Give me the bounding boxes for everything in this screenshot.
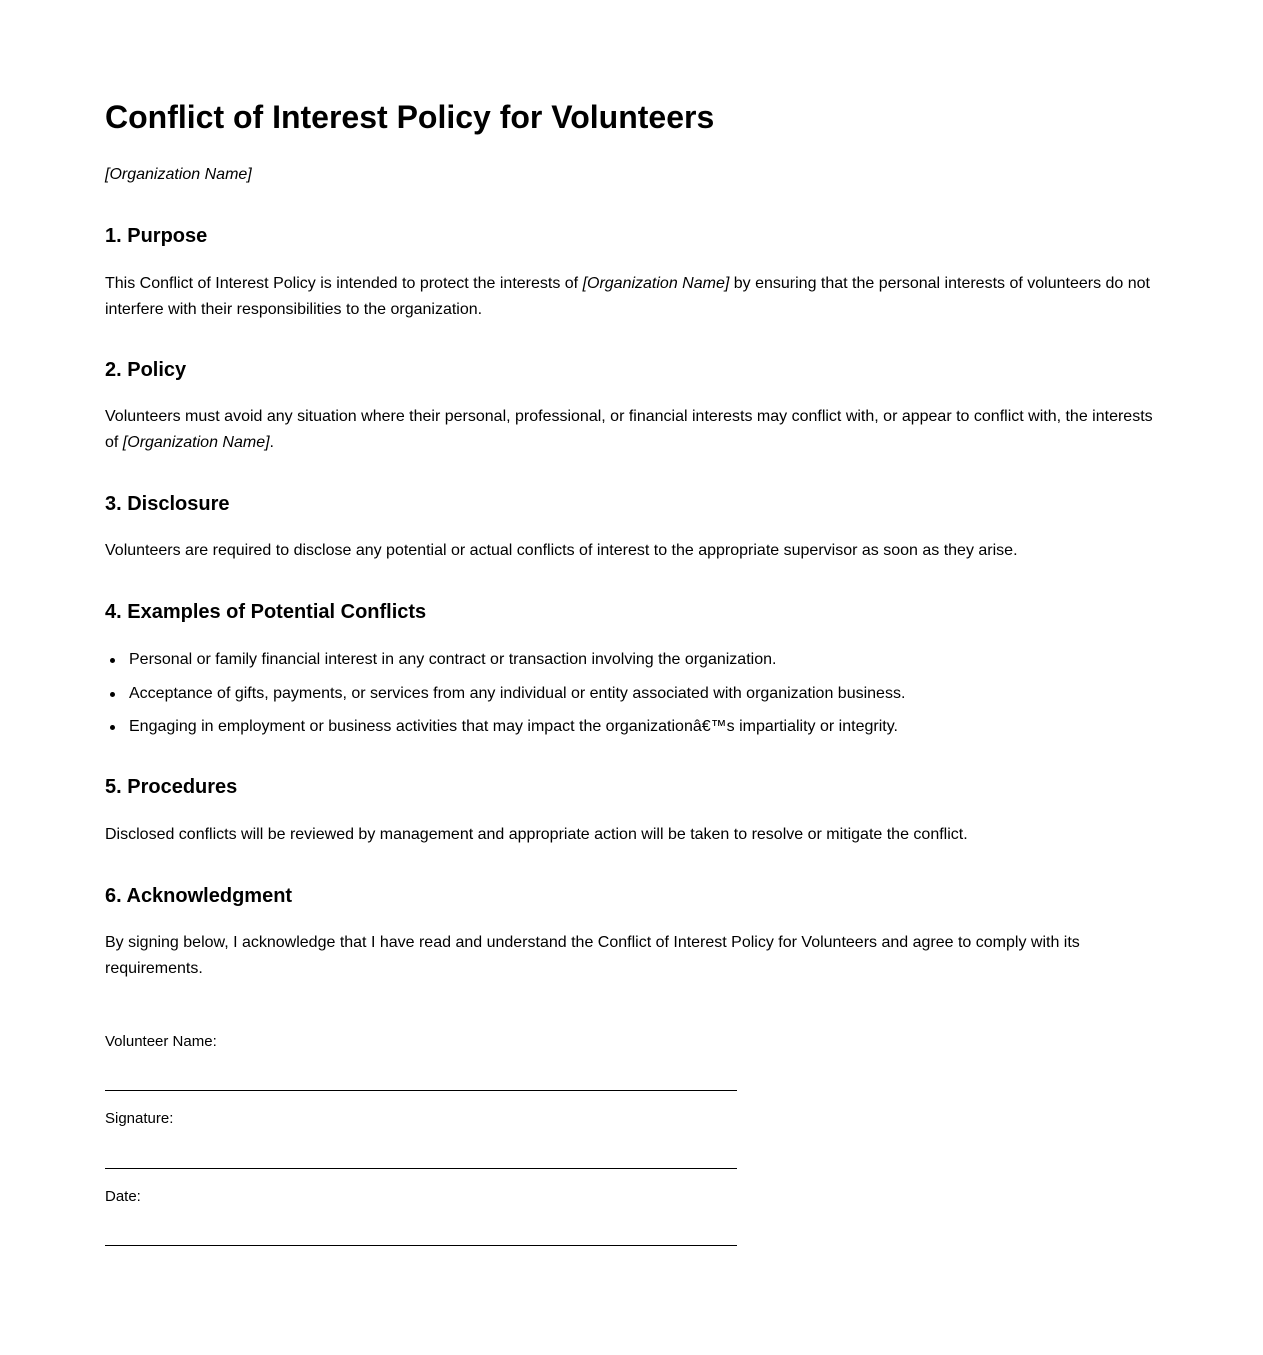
date-label: Date:	[105, 1188, 141, 1205]
list-item-text: Acceptance of gifts, payments, or services from any individual or entity associated with organization business.	[129, 684, 906, 702]
bullet-icon	[110, 725, 115, 730]
section-heading-purpose: 1. Purpose	[105, 225, 208, 247]
bullet-icon	[110, 658, 115, 663]
section-body-procedures: Disclosed conflicts will be reviewed by management and appropriate action will be taken to resolve or mitigate the conflict.	[105, 826, 968, 843]
organization-name-placeholder: [Organization Name]	[105, 166, 252, 183]
body-text: This Conflict of Interest Policy is intended to protect the interests of	[105, 275, 583, 292]
volunteer-name-label: Volunteer Name:	[105, 1033, 217, 1050]
list-item	[129, 682, 1157, 706]
section-body-policy	[105, 404, 1157, 456]
signature-label: Signature:	[105, 1110, 174, 1127]
list-item-text: Personal or family financial interest in any contract or transaction involving the organization.	[129, 651, 777, 668]
section-heading-policy: 2. Policy	[105, 359, 187, 381]
organization-name-inline: [Organization Name]	[582, 275, 730, 292]
bullet-icon	[110, 692, 115, 697]
list-item-text: Engaging in employment or business activities that may impact the organizationâ€™s impartiality or integrity.	[129, 718, 898, 735]
organization-name-inline: [Organization Name]	[122, 434, 270, 451]
body-text: by ensuring that the personal interests of volunteers do not interfere with their responsibilities to the organization.	[105, 275, 1150, 318]
section-heading-acknowledgment: 6. Acknowledgment	[105, 885, 293, 907]
list-item	[129, 648, 1157, 672]
date-field[interactable]	[105, 1245, 737, 1246]
document-title: Conflict of Interest Policy for Volunteers	[105, 99, 715, 135]
list-item	[129, 715, 1157, 739]
section-body-acknowledgment: By signing below, I acknowledge that I have read and understand the Conflict of Interest Policy for Volunteers and agree to comply with its requirements.	[105, 934, 1080, 977]
section-body-purpose	[105, 271, 1157, 323]
section-body-disclosure: Volunteers are required to disclose any potential or actual conflicts of interest to the appropriate supervisor as soon as they arise.	[105, 542, 1018, 559]
volunteer-name-field[interactable]	[105, 1090, 737, 1091]
section-heading-disclosure: 3. Disclosure	[105, 493, 230, 515]
section-heading-examples: 4. Examples of Potential Conflicts	[105, 601, 427, 623]
body-text: .	[269, 434, 274, 451]
conflict-examples-list	[105, 648, 1157, 749]
signature-field[interactable]	[105, 1168, 737, 1169]
section-heading-procedures: 5. Procedures	[105, 776, 238, 798]
body-text: Volunteers must avoid any situation where their personal, professional, or financial interests may conflict with, or appear to conflict with, the interests of	[105, 408, 1153, 451]
